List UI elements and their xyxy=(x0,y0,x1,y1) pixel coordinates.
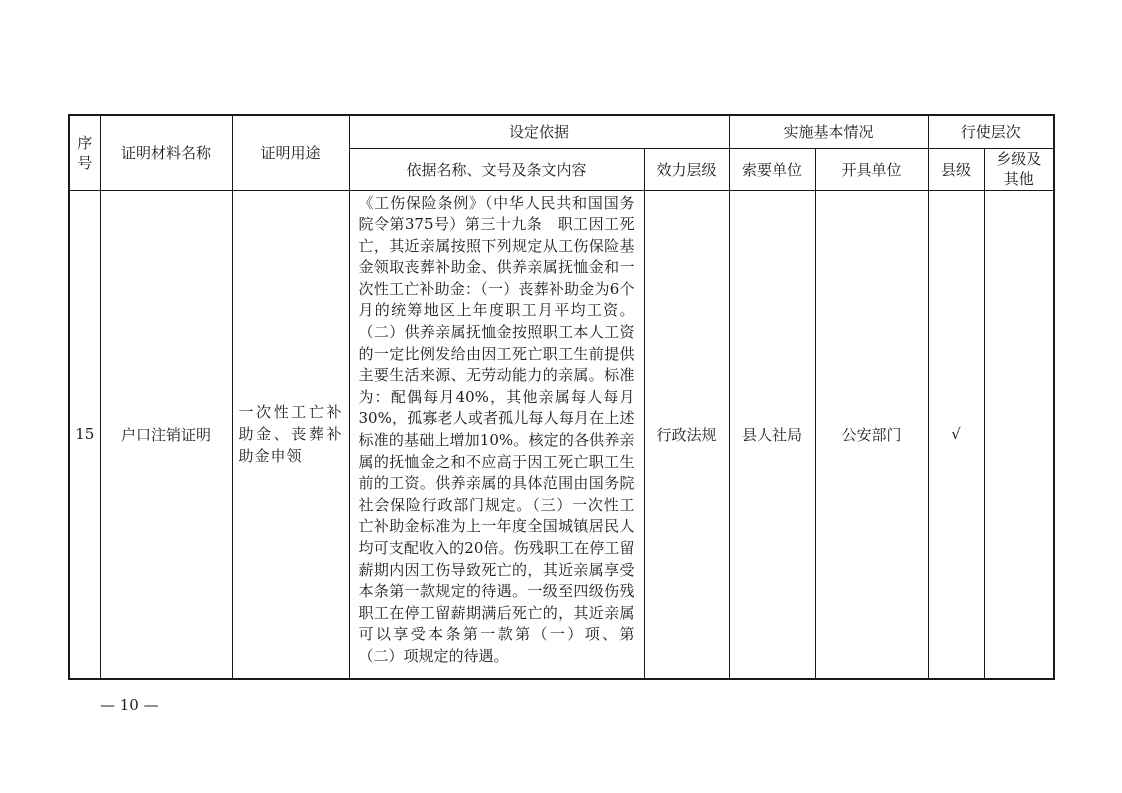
header-township: 乡级及其他 xyxy=(984,148,1054,190)
row-material-name: 户口注销证明 xyxy=(100,190,232,679)
header-level-group: 行使层次 xyxy=(928,115,1054,148)
row-county-mark: √ xyxy=(928,190,984,679)
row-seq: 15 xyxy=(69,190,100,679)
header-row-1 xyxy=(69,115,1054,148)
header-material-name: 证明材料名称 xyxy=(100,115,232,190)
header-purpose: 证明用途 xyxy=(232,115,349,190)
certificate-table xyxy=(68,114,1055,680)
row-basis-text: 《工伤保险条例》（中华人民共和国国务院令第375号）第三十九条 职工因工死亡，其近亲属按照下列规定从工伤保险基金领取丧葬补助金、供养亲属抚恤金和一次性工亡补助金：（一）丧葬补助金为6个月的统筹地区上年度职工月平均工资。（二）供养亲属抚恤金按照职工本人工资的一定比例发给由因工死亡职工生前提供主要生活来源、无劳动能力的亲属。标准为：配偶每月40%，其他亲属每人每月30%，孤寡老人或者孤儿每人每月在上述标准的基础上增加10%。核定的各供养亲属的抚恤金之和不应高于因工死亡职工生前的工资。供养亲属的具体范围由国务院社会保险行政部门规定。（三）一次性工亡补助金标准为上一年度全国城镇居民人均可支配收入的20倍。伤残职工在停工留薪期内因工伤导致死亡的，其近亲属享受本条第一款规定的待遇。一级至四级伤残职工在停工留薪期满后死亡的，其近亲属可以享受本条第一款第（一）项、第（二）项规定的待遇。 xyxy=(358,193,635,665)
header-effect-level: 效力层级 xyxy=(644,148,729,190)
row-purpose: 一次性工亡补助金、丧葬补助金申领 xyxy=(238,403,343,466)
row-basis-cell xyxy=(349,190,644,679)
header-county: 县级 xyxy=(928,148,984,190)
row-township-mark xyxy=(984,190,1054,679)
row-requesting-unit: 县人社局 xyxy=(729,190,815,679)
header-basis-group: 设定依据 xyxy=(349,115,729,148)
header-basis-text: 依据名称、文号及条文内容 xyxy=(349,148,644,190)
header-seq: 序号 xyxy=(69,115,100,190)
row-effect-level: 行政法规 xyxy=(644,190,729,679)
header-issuing-unit: 开具单位 xyxy=(815,148,928,190)
header-requesting-unit: 索要单位 xyxy=(729,148,815,190)
row-issuing-unit: 公安部门 xyxy=(815,190,928,679)
header-implementation-group: 实施基本情况 xyxy=(729,115,928,148)
page-number: — 10 — xyxy=(100,696,159,714)
table-row xyxy=(69,190,1054,679)
row-purpose-cell xyxy=(232,190,349,679)
